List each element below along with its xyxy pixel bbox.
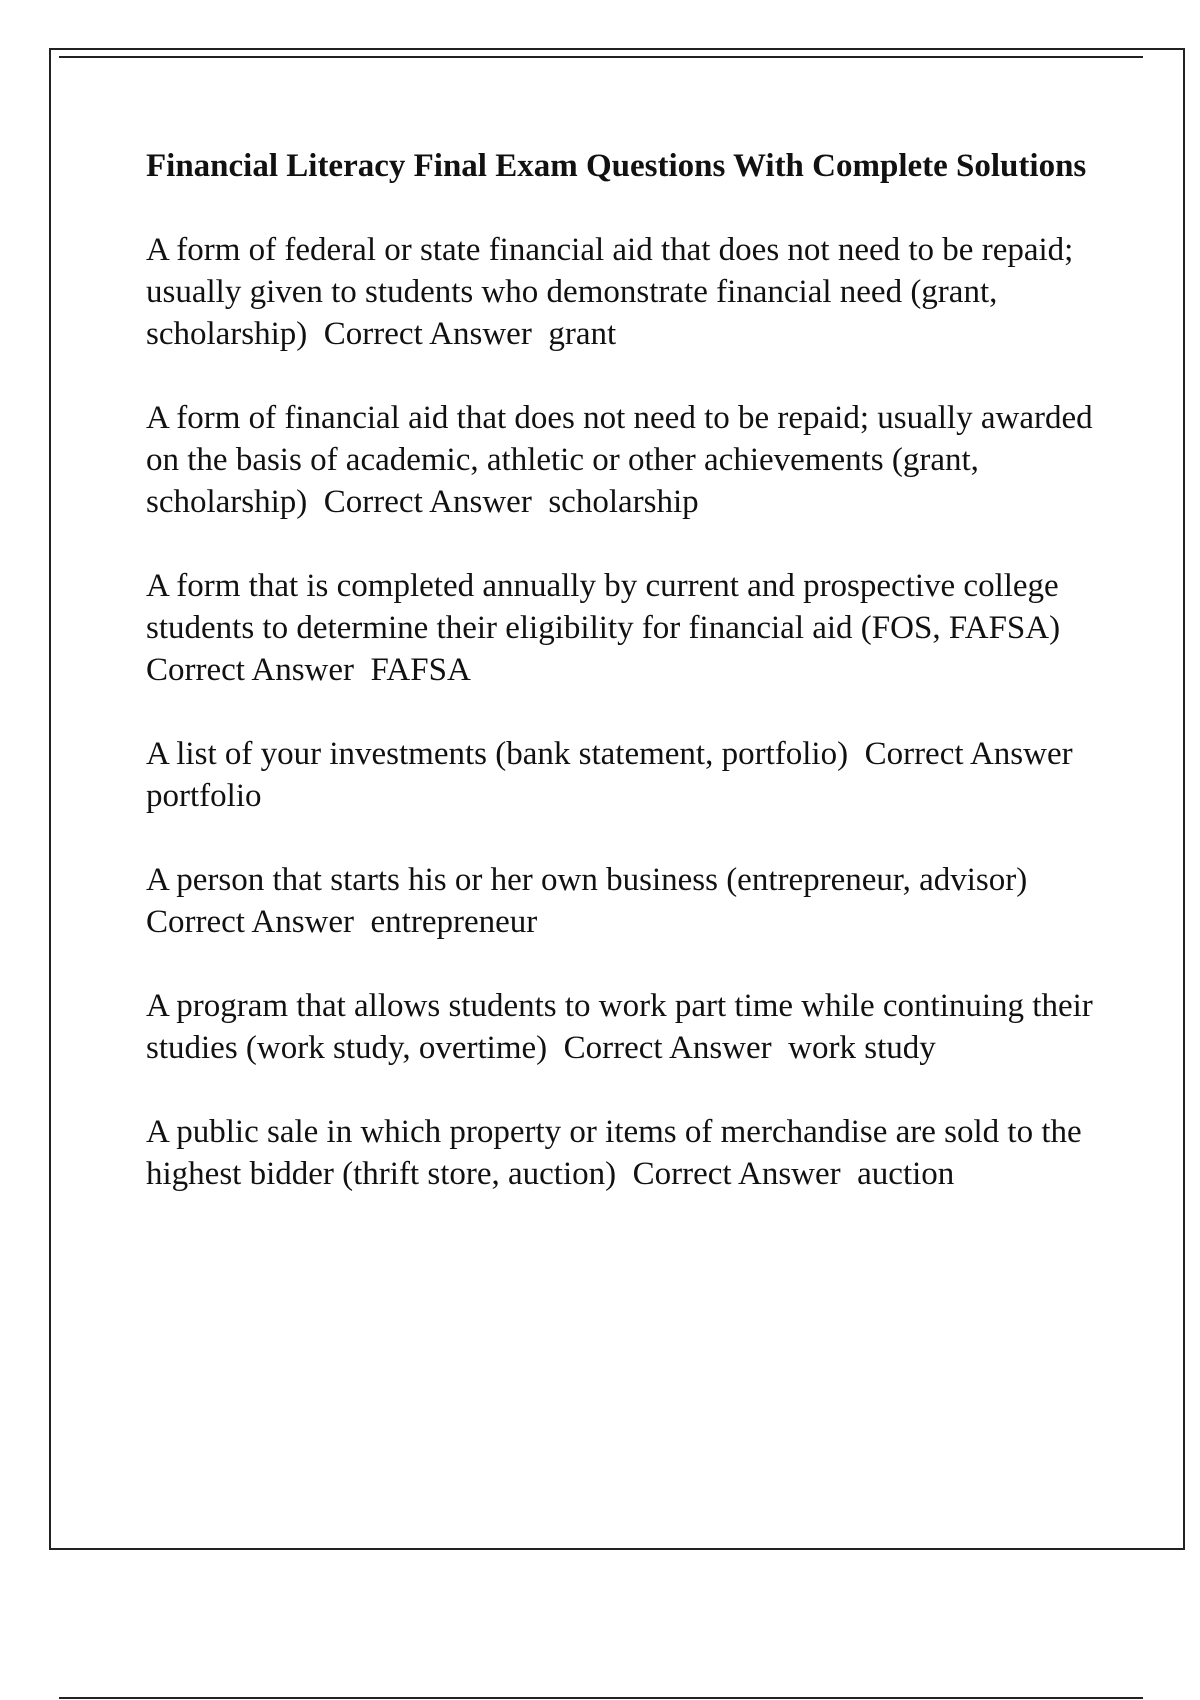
question-text: A person that starts his or her own business (entrepreneur, advisor) bbox=[146, 862, 1028, 898]
qa-item bbox=[146, 985, 1096, 1069]
question-text: A form of federal or state financial aid that does not need to be repaid; usually given to students who demonstrate financial need (grant, scholarship) bbox=[146, 232, 1074, 352]
document-title: Financial Literacy Final Exam Questions With Complete Solutions bbox=[146, 148, 1087, 184]
answer-text: FAFSA bbox=[370, 652, 471, 688]
answer-label: Correct Answer bbox=[146, 652, 355, 688]
question-text: A program that allows students to work part time while continuing their studies (work study, overtime) bbox=[146, 988, 1093, 1066]
qa-item bbox=[146, 1111, 1096, 1195]
answer-text: auction bbox=[857, 1156, 955, 1192]
question-text: A public sale in which property or items of merchandise are sold to the highest bidder (thrift store, auction) bbox=[146, 1114, 1082, 1192]
answer-label: Correct Answer bbox=[323, 316, 532, 352]
answer-label: Correct Answer bbox=[563, 1030, 772, 1066]
answer-label: Correct Answer bbox=[864, 736, 1073, 772]
answer-text: portfolio bbox=[146, 778, 262, 814]
qa-item bbox=[146, 733, 1096, 817]
top-rule bbox=[59, 56, 1143, 58]
document-body bbox=[146, 145, 1096, 1237]
bottom-rule bbox=[59, 1697, 1143, 1699]
question-text: A form that is completed annually by current and prospective college students to determine their eligibility for financial aid (FOS, FAFSA) bbox=[146, 568, 1061, 646]
answer-text: scholarship bbox=[548, 484, 699, 520]
answer-text: grant bbox=[548, 316, 617, 352]
question-text: A form of financial aid that does not need to be repaid; usually awarded on the basis of academic, athletic or other achievements (grant, scholarship) bbox=[146, 400, 1093, 520]
answer-label: Correct Answer bbox=[146, 904, 355, 940]
qa-item bbox=[146, 397, 1096, 523]
qa-item bbox=[146, 229, 1096, 355]
answer-label: Correct Answer bbox=[632, 1156, 841, 1192]
answer-label: Correct Answer bbox=[323, 484, 532, 520]
answer-text: work study bbox=[788, 1030, 936, 1066]
answer-text: entrepreneur bbox=[370, 904, 538, 940]
question-text: A list of your investments (bank statement, portfolio) bbox=[146, 736, 849, 772]
qa-item bbox=[146, 859, 1096, 943]
qa-item bbox=[146, 565, 1096, 691]
